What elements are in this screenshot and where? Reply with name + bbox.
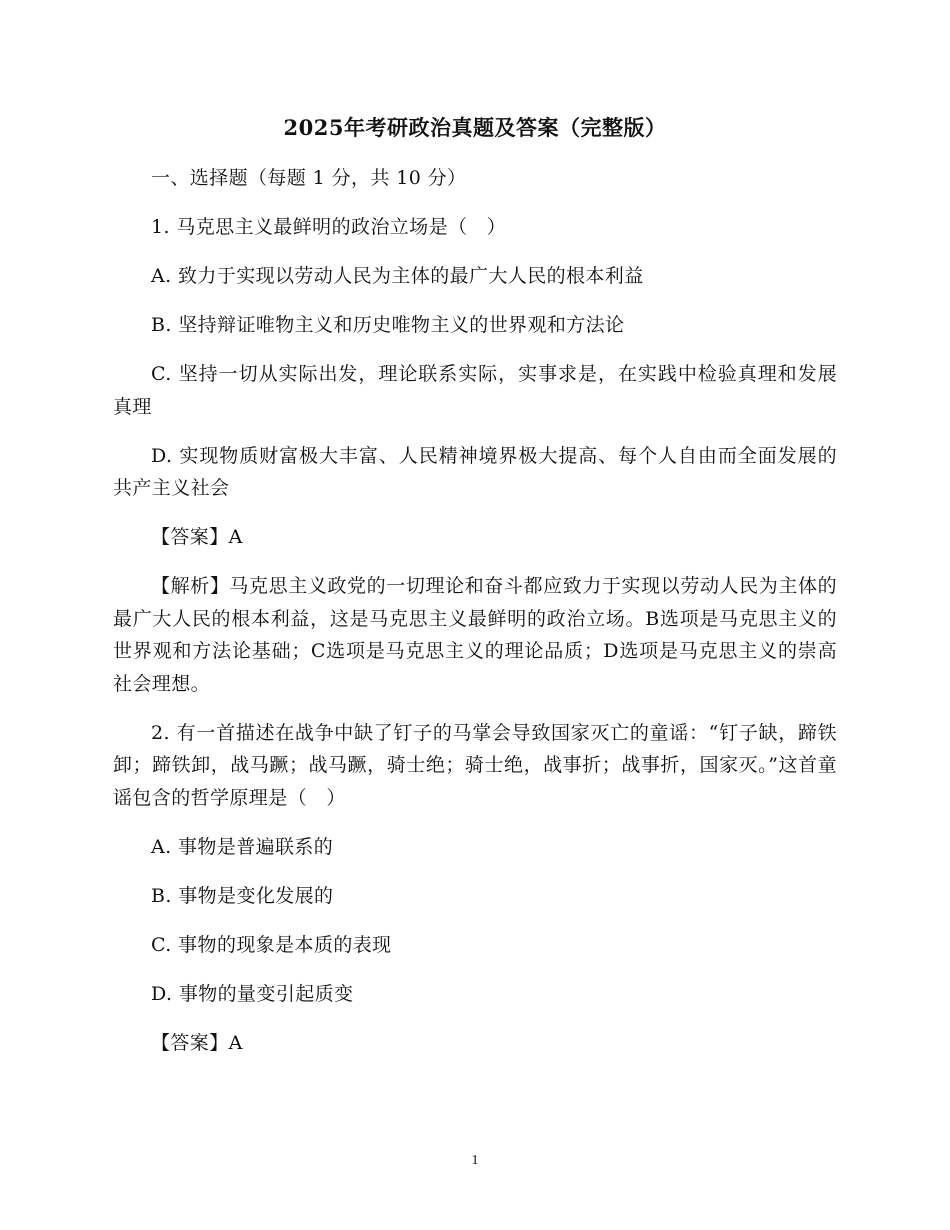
question-2-stem: 2. 有一首描述在战争中缺了钉子的马掌会导致国家灭亡的童谣：“钉子缺，蹄铁卸；蹄铁卸，战马蹶；战马蹶，骑士绝；骑士绝，战事折；战事折，国家灭。”这首童谣包含的哲学原理是（ ）	[113, 721, 837, 809]
document-title: 2025年考研政治真题及答案（完整版）	[283, 115, 667, 140]
page-number: 1	[471, 1153, 479, 1168]
section-heading: 一、选择题（每题 1 分，共 10 分）	[151, 167, 467, 189]
question-1-option-b: B. 坚持辩证唯物主义和历史唯物主义的世界观和方法论	[151, 314, 625, 336]
question-2-option-a: A. 事物是普遍联系的	[151, 835, 334, 858]
question-1-stem: 1. 马克思主义最鲜明的政治立场是（ ）	[151, 216, 507, 238]
document-body	[113, 162, 837, 1059]
question-1-answer: 【答案】A	[151, 526, 243, 548]
question-1-analysis: 【解析】马克思主义政党的一切理论和奋斗都应致力于实现以劳动人民为主体的最广大人民的根本利益，这是马克思主义最鲜明的政治立场。B选项是马克思主义的世界观和方法论基础；C选项是马克思主义的理论品质；D选项是马克思主义的崇高社会理想。	[113, 575, 837, 695]
question-1-option-c: C. 坚持一切从实际出发，理论联系实际，实事求是，在实践中检验真理和发展真理	[113, 363, 837, 418]
question-2-option-c: C. 事物的现象是本质的表现	[151, 933, 392, 956]
question-1-option-d: D. 实现物质财富极大丰富、人民精神境界极大提高、每个人自由而全面发展的共产主义社会	[113, 444, 837, 499]
question-2-option-b: B. 事物是变化发展的	[151, 884, 334, 907]
question-2-option-d: D. 事物的量变引起质变	[151, 982, 354, 1005]
question-1-option-a: A. 致力于实现以劳动人民为主体的最广大人民的根本利益	[151, 265, 644, 287]
question-2-answer: 【答案】A	[151, 1031, 243, 1054]
